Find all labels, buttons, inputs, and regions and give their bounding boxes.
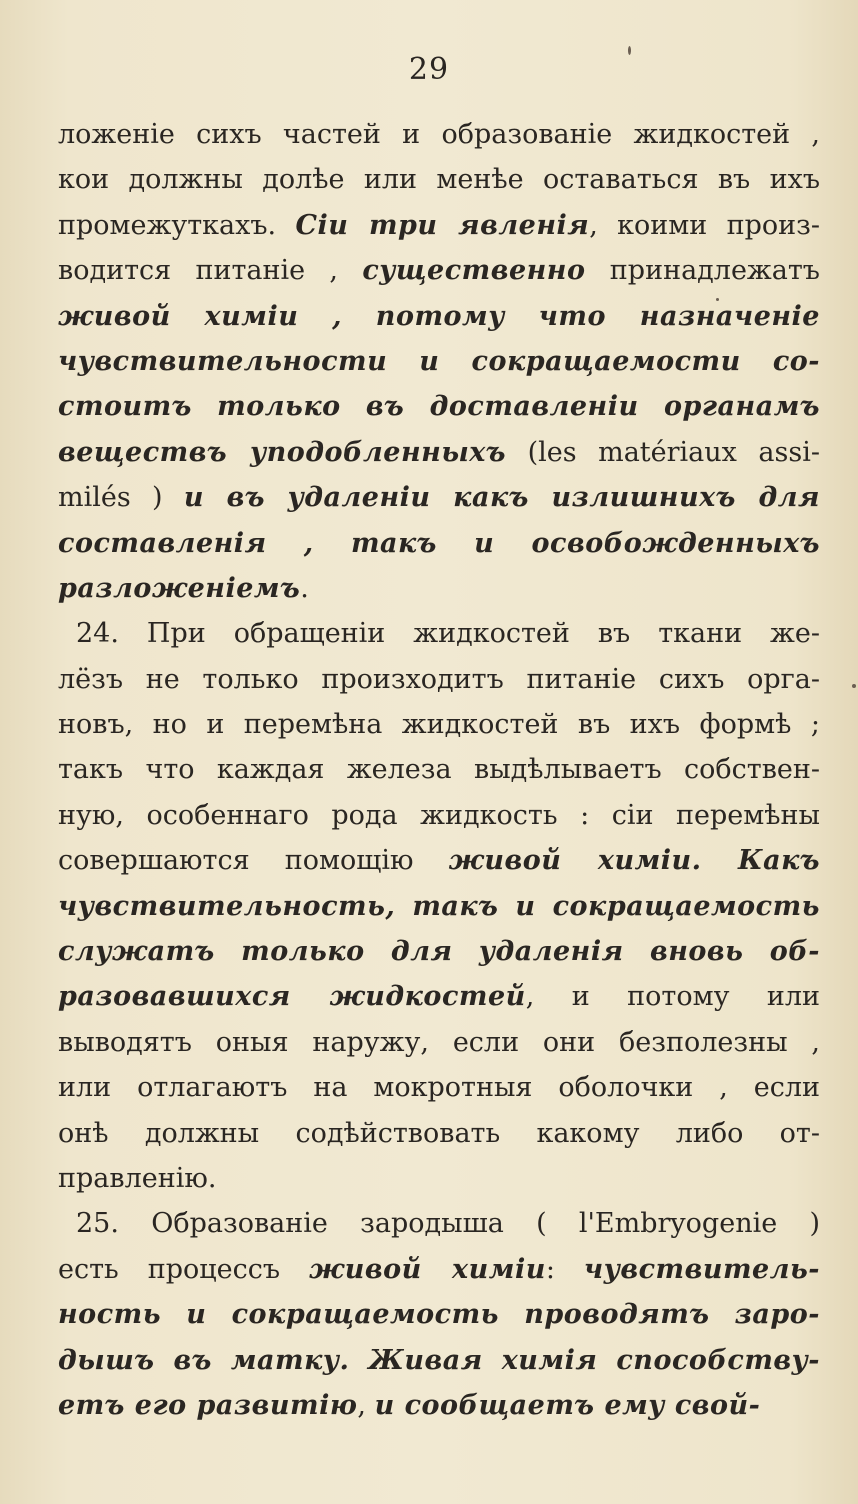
text-line [58, 521, 820, 566]
text-line [58, 1247, 820, 1292]
text-line [58, 702, 820, 747]
text: , и потому или [525, 981, 820, 1013]
text-line [58, 203, 820, 248]
italic-text: и сообщаетъ ему свой- [374, 1389, 761, 1421]
text: такъ что каждая железа выдѣлываетъ собствен- [58, 754, 820, 786]
text: кои должны долѣе или менѣе оставаться въ ихъ [58, 164, 820, 196]
text: : [545, 1253, 584, 1285]
text-line [58, 657, 820, 702]
italic-text: ность и сокращаемость проводятъ заро- [58, 1299, 820, 1331]
italic-text: дышъ въ матку. Живая химія способству- [58, 1344, 820, 1376]
text-line [58, 1201, 820, 1246]
text-line [58, 1338, 820, 1383]
text-line [58, 747, 820, 792]
text: промежуткахъ. [58, 209, 296, 241]
text-line [58, 157, 820, 202]
italic-text: етъ его развитію [58, 1389, 358, 1421]
text: или отлагаютъ на мокротныя оболочки , если [58, 1072, 820, 1104]
text: . [300, 572, 309, 604]
text-line [58, 793, 820, 838]
text-line [58, 1111, 820, 1156]
text-line [58, 611, 820, 656]
text-line [58, 475, 820, 520]
text-line [58, 384, 820, 429]
text: milés ) [58, 482, 184, 514]
italic-text: разовавшихся жидкостей [58, 981, 526, 1013]
italic-text: стоитъ только въ доставленіи органамъ [58, 391, 820, 423]
text-line [58, 1065, 820, 1110]
page-number: 29 [408, 52, 450, 87]
text-line [58, 1156, 820, 1201]
italic-text: чувствитель- [583, 1253, 820, 1285]
italic-text: разложеніемъ [58, 572, 301, 604]
body-text [58, 112, 820, 1428]
text-line [58, 1383, 820, 1428]
text-line [58, 566, 820, 611]
text-line [58, 838, 820, 883]
italic-text: служатъ только для удаленія вновь об- [58, 936, 820, 968]
text-line [58, 1020, 820, 1065]
text-line [58, 884, 820, 929]
ink-speck [628, 46, 631, 55]
text: онѣ должны содѣйствовать какому либо от- [58, 1117, 820, 1149]
text: совершаются помощію [58, 845, 449, 877]
text: , [357, 1389, 375, 1421]
text: 24. При обращеніи жидкостей въ ткани же- [76, 618, 820, 650]
italic-text: и въ удаленіи какъ излишнихъ для [183, 482, 820, 514]
text-line [58, 929, 820, 974]
text-line [58, 294, 820, 339]
italic-text: Сіи три явленія [295, 209, 590, 241]
text: водится питаніе , [58, 255, 363, 287]
italic-text: чувствительности и сокращаемости со- [58, 345, 820, 377]
text-line [58, 112, 820, 157]
text: есть процессъ [58, 1253, 309, 1285]
italic-text: существенно [362, 255, 586, 287]
text-line [58, 339, 820, 384]
italic-text: живой химіи , потому что назначеніе [58, 300, 820, 332]
text: лёзъ не только произходитъ питаніе сихъ орга- [58, 663, 820, 695]
text-line [58, 248, 820, 293]
text-line [58, 974, 820, 1019]
text: ную, особеннаго рода жидкость : сіи перемѣны [58, 799, 820, 831]
italic-text: чувствительность, такъ и сокращаемость [58, 890, 820, 922]
text-line [58, 430, 820, 475]
text: 25. Образованіе зародыша ( l'Embryogenie ) [76, 1208, 820, 1240]
text: правленію. [58, 1162, 217, 1194]
text: новъ, но и перемѣна жидкостей въ ихъ формѣ ; [58, 709, 820, 741]
ink-speck [716, 298, 719, 301]
text: (les matériaux assi- [506, 436, 820, 468]
italic-text: живой химіи. Какъ [448, 845, 820, 877]
text: , коими произ- [589, 209, 820, 241]
text: ложеніе сихъ частей и образованіе жидкостей , [58, 119, 820, 150]
text: выводятъ оныя наружу, если они безполезны , [58, 1026, 820, 1058]
text: принадлежатъ [585, 255, 820, 287]
italic-text: веществъ уподобленныхъ [58, 436, 507, 468]
italic-text: живой химіи [309, 1253, 546, 1285]
italic-text: составленія , такъ и освобожденныхъ [58, 527, 820, 559]
text-line [58, 1292, 820, 1337]
ink-speck [852, 684, 856, 688]
